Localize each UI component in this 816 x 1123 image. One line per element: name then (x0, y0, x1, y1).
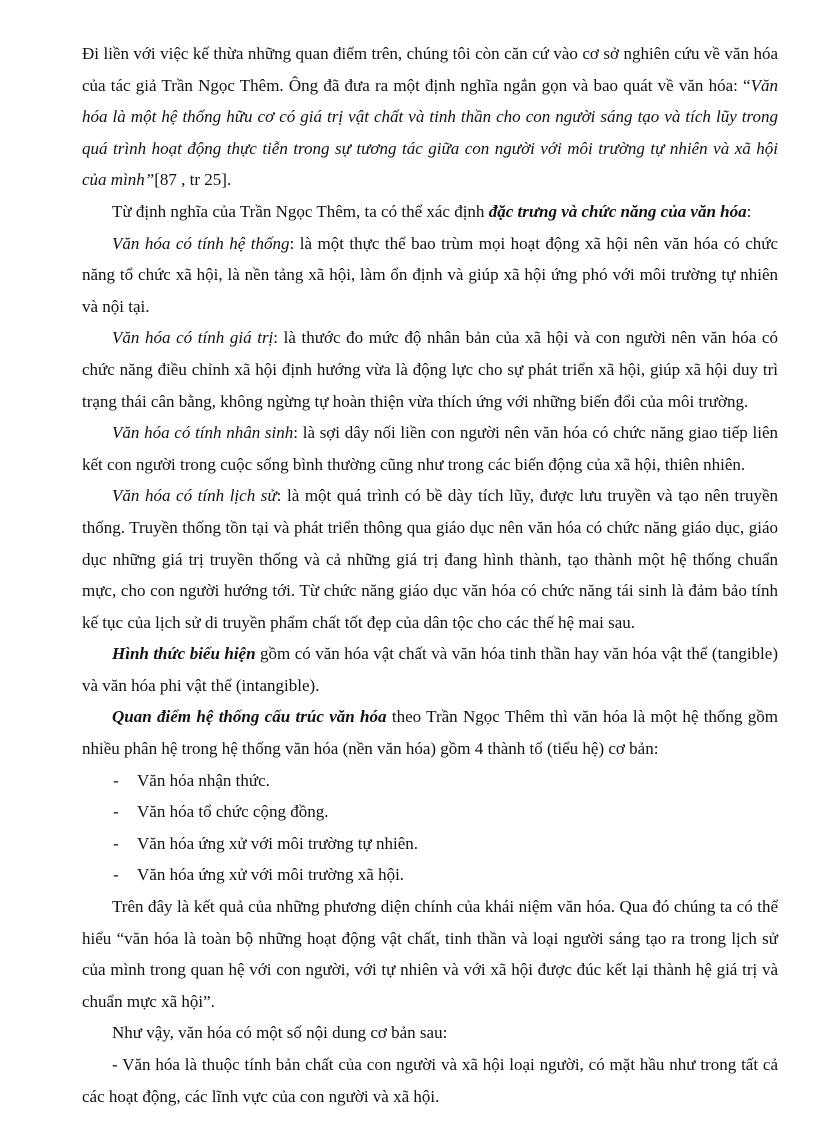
characteristics-lead: Từ định nghĩa của Trần Ngọc Thêm, ta có thể xác định (112, 201, 489, 221)
humanity-term: Văn hóa có tính nhân sinh (112, 423, 294, 443)
paragraph-intro (82, 38, 778, 196)
forms-heading: Hình thức biểu hiện (112, 644, 256, 664)
value-text: : là thước đo mức độ nhân bản của xã hội và con người nên văn hóa có chức năng điều chỉnh xã hội định hướng vừa là động lực cho sự phát triển xã hội, giúp xã hội duy trì trạng thái cân bằng, không ngừng tự hoàn thiện vừa thích ứng với những biến đổi của môi trường. (82, 328, 778, 411)
list-item (82, 828, 778, 860)
list-item-text: Văn hóa tổ chức cộng đồng. (137, 802, 329, 822)
list-dash: - (113, 833, 119, 853)
list-item (82, 765, 778, 797)
history-text: : là một quá trình có bề dày tích lũy, được lưu truyền và tạo nên truyền thống. Truyền thống tồn tại và phát triển thông qua giáo dục nên văn hóa có chức năng giáo dục, giáo dục những giá trị truyền thống và cả những giá trị đang hình thành, tạo thành một hệ thống chuẩn mực, cho con người hướng tới. Từ chức năng giáo dục văn hóa có chức năng tái sinh là đảm bảo tính kế tục của lịch sử di truyền phẩm chất tốt đẹp của dân tộc cho các thế hệ mai sau. (82, 486, 778, 632)
forms-text: gồm có văn hóa vật chất và văn hóa tinh thần hay văn hóa vật thể (tangible) và văn hóa phi vật thể (intangible). (82, 644, 778, 695)
list-dash: - (113, 770, 119, 790)
list-item-text: Văn hóa nhận thức. (137, 770, 270, 790)
paragraph-structure (82, 701, 778, 764)
paragraph-humanity (82, 417, 778, 480)
history-term: Văn hóa có tính lịch sử (112, 486, 277, 506)
list-item (82, 859, 778, 891)
system-term: Văn hóa có tính hệ thống (112, 233, 290, 253)
paragraph-contents-intro: Như vậy, văn hóa có một số nội dung cơ bản sau: (112, 1023, 448, 1043)
paragraph-summary: Trên đây là kết quả của những phương diện chính của khái niệm văn hóa. Qua đó chúng ta có thể hiểu “văn hóa là toàn bộ những hoạt động vật chất, tinh thần và loại người sáng tạo ra trong lịch sử của mình trong quan hệ với con người, với tự nhiên và với xã hội được đúc kết lại thành hệ giá trị và chuẩn mực xã hội”. (82, 897, 778, 1011)
citation: [87 , tr 25]. (154, 170, 232, 190)
list-item-text: Văn hóa ứng xử với môi trường tự nhiên. (137, 833, 418, 853)
paragraph-history (82, 480, 778, 638)
paragraph-content-1: - Văn hóa là thuộc tính bản chất của con người và xã hội loại người, có mặt hầu như trong tất cả các hoạt động, các lĩnh vực của con người và xã hội. (82, 1055, 778, 1106)
list-dash: - (113, 865, 119, 885)
list-item-text: Văn hóa ứng xử với môi trường xã hội. (137, 865, 405, 885)
paragraph-forms (82, 638, 778, 701)
paragraph-characteristics (82, 196, 778, 228)
value-term: Văn hóa có tính giá trị (112, 328, 274, 348)
structure-heading: Quan điểm hệ thống cấu trúc văn hóa (112, 707, 387, 727)
components-list (82, 765, 778, 891)
structure-text: theo Trần Ngọc Thêm thì văn hóa là một hệ thống gồm nhiều phân hệ trong hệ thống văn hóa (nền văn hóa) gồm 4 thành tố (tiểu hệ) cơ bản: (82, 707, 778, 759)
characteristics-colon: : (746, 201, 752, 221)
intro-text: Đi liền với việc kế thừa những quan điểm trên, chúng tôi còn căn cứ vào cơ sở nghiên cứu về văn hóa của tác giả Trần Ngọc Thêm. Ông đã đưa ra một định nghĩa ngắn gọn và bao quát về văn hóa: “ (82, 44, 778, 95)
paragraph-system (82, 228, 778, 323)
list-dash: - (113, 802, 119, 822)
definition-quote: Văn hóa là một hệ thống hữu cơ có giá trị vật chất và tinh thần cho con người sáng tạo và tích lũy trong quá trình hoạt động thực tiễn trong sự tương tác giữa con người với môi trường tự nhiên và xã hội của mình” (82, 75, 778, 190)
document-page (82, 38, 778, 1112)
paragraph-value (82, 322, 778, 417)
characteristics-heading: đặc trưng và chức năng của văn hóa (488, 201, 747, 221)
humanity-text: : là sợi dây nối liền con người nên văn hóa có chức năng giao tiếp liên kết con người trong cuộc sống bình thường cũng như trong các biến động của xã hội, thiên nhiên. (82, 423, 778, 474)
system-text: : là một thực thể bao trùm mọi hoạt động xã hội nên văn hóa có chức năng tổ chức xã hội, là nền tảng xã hội, làm ổn định và giúp xã hội ứng phó với môi trường tự nhiên và nội tại. (82, 233, 779, 316)
list-item (82, 796, 778, 828)
